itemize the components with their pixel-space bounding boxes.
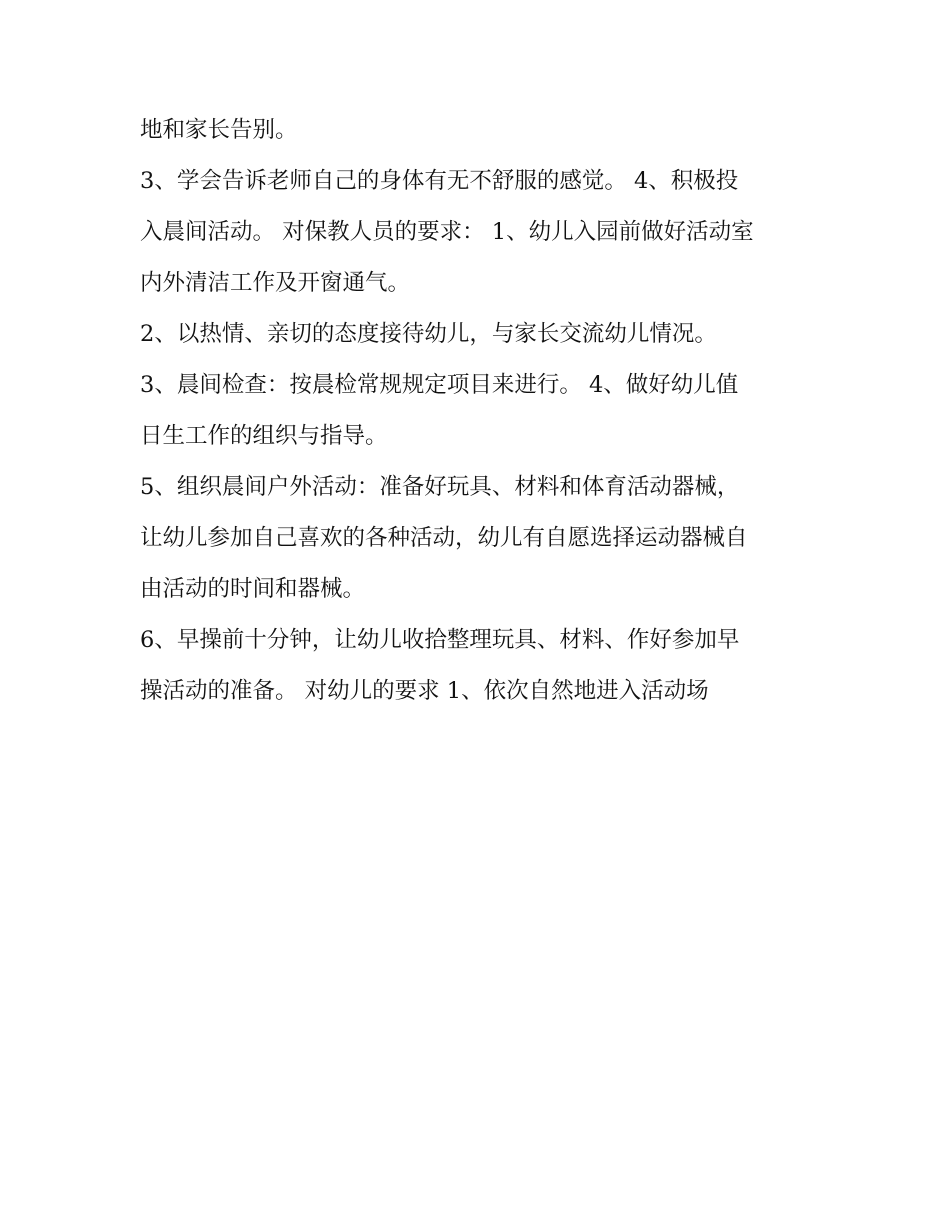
text-line: 内外清洁工作及开窗通气。 — [140, 270, 411, 296]
document-body — [140, 105, 820, 717]
text-line: 3、学会告诉老师自己的身体有无不舒服的感觉。 4、积极投 — [140, 168, 739, 194]
text-line: 5、组织晨间户外活动：准备好玩具、材料和体育活动器械， — [140, 474, 740, 500]
text-line: 3、晨间检查：按晨检常规规定项目来进行。 4、做好幼儿值 — [140, 372, 739, 398]
text-line: 日生工作的组织与指导。 — [140, 423, 388, 449]
text-line: 由活动的时间和器械。 — [140, 576, 366, 602]
text-line: 地和家长告别。 — [140, 117, 298, 143]
text-line: 操活动的准备。 对幼儿的要求 1、依次自然地进入活动场 — [140, 678, 709, 704]
text-line: 入晨间活动。 对保教人员的要求： 1、幼儿入园前做好活动室 — [140, 219, 754, 245]
text-line: 2、以热情、亲切的态度接待幼儿，与家长交流幼儿情况。 — [140, 321, 717, 347]
text-line: 让幼儿参加自己喜欢的各种活动，幼儿有自愿选择运动器械自 — [140, 525, 748, 551]
text-line: 6、早操前十分钟，让幼儿收拾整理玩具、材料、作好参加早 — [140, 627, 740, 653]
